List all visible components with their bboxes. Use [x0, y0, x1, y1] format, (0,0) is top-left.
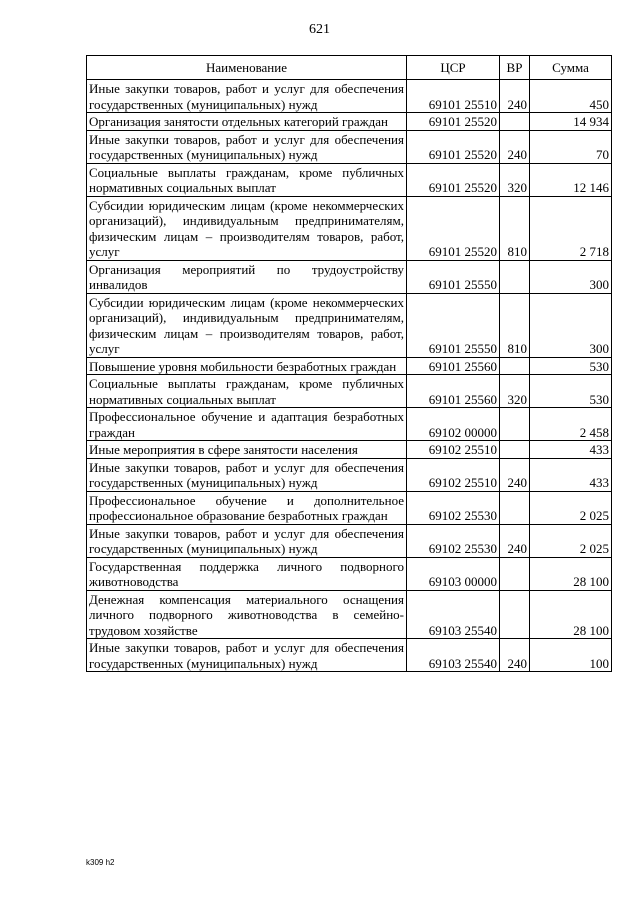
row-vr: 240 — [500, 130, 530, 163]
table-row — [87, 491, 612, 524]
row-name: Профессиональное обучение и адаптация безработных граждан — [87, 408, 407, 441]
row-sum: 14 934 — [530, 113, 612, 131]
row-vr — [500, 260, 530, 293]
row-sum: 2 458 — [530, 408, 612, 441]
row-sum: 28 100 — [530, 590, 612, 639]
row-csr: 69101 25520 — [407, 113, 500, 131]
table-row — [87, 408, 612, 441]
row-sum: 300 — [530, 293, 612, 357]
row-sum: 100 — [530, 639, 612, 672]
table-row — [87, 590, 612, 639]
row-vr — [500, 557, 530, 590]
row-name: Организация занятости отдельных категорий граждан — [87, 113, 407, 131]
row-vr: 320 — [500, 375, 530, 408]
row-csr: 69103 00000 — [407, 557, 500, 590]
row-name: Иные закупки товаров, работ и услуг для обеспечения государственных (муниципальных) нужд — [87, 130, 407, 163]
table-row — [87, 375, 612, 408]
row-name: Организация мероприятий по трудоустройству инвалидов — [87, 260, 407, 293]
table-row — [87, 80, 612, 113]
row-csr: 69102 25510 — [407, 458, 500, 491]
row-csr: 69101 25520 — [407, 196, 500, 260]
row-name: Иные закупки товаров, работ и услуг для обеспечения государственных (муниципальных) нужд — [87, 524, 407, 557]
row-name: Иные закупки товаров, работ и услуг для обеспечения государственных (муниципальных) нужд — [87, 80, 407, 113]
table-row — [87, 557, 612, 590]
row-vr — [500, 357, 530, 375]
budget-table — [86, 55, 612, 672]
table-row — [87, 458, 612, 491]
row-name: Социальные выплаты гражданам, кроме публичных нормативных социальных выплат — [87, 375, 407, 408]
row-vr: 810 — [500, 196, 530, 260]
row-vr: 320 — [500, 163, 530, 196]
row-sum: 2 718 — [530, 196, 612, 260]
row-name: Социальные выплаты гражданам, кроме публичных нормативных социальных выплат — [87, 163, 407, 196]
header-sum: Сумма — [530, 56, 612, 80]
row-vr — [500, 113, 530, 131]
row-name: Субсидии юридическим лицам (кроме некоммерческих организаций), индивидуальным предпринимателям, физическим лицам – производителям товаров, работ, услуг — [87, 293, 407, 357]
table-row — [87, 639, 612, 672]
row-name: Профессиональное обучение и дополнительное профессиональное образование безработных граждан — [87, 491, 407, 524]
row-csr: 69102 25530 — [407, 491, 500, 524]
page-number: 621 — [309, 22, 330, 37]
row-vr — [500, 491, 530, 524]
row-vr: 240 — [500, 639, 530, 672]
footer-code: k309 h2 — [86, 858, 115, 867]
row-name: Иные закупки товаров, работ и услуг для обеспечения государственных (муниципальных) нужд — [87, 458, 407, 491]
row-csr: 69101 25560 — [407, 357, 500, 375]
row-vr — [500, 408, 530, 441]
row-csr: 69103 25540 — [407, 639, 500, 672]
row-sum: 12 146 — [530, 163, 612, 196]
row-csr: 69103 25540 — [407, 590, 500, 639]
row-csr: 69102 25530 — [407, 524, 500, 557]
row-name: Иные закупки товаров, работ и услуг для обеспечения государственных (муниципальных) нужд — [87, 639, 407, 672]
row-vr: 810 — [500, 293, 530, 357]
row-sum: 28 100 — [530, 557, 612, 590]
table-row — [87, 260, 612, 293]
row-csr: 69101 25510 — [407, 80, 500, 113]
header-vr: ВР — [500, 56, 530, 80]
table-row — [87, 196, 612, 260]
row-name: Повышение уровня мобильности безработных граждан — [87, 357, 407, 375]
header-name: Наименование — [87, 56, 407, 80]
table-row — [87, 357, 612, 375]
row-name: Денежная компенсация материального оснащения личного подворного животноводства в семейно-трудовом хозяйстве — [87, 590, 407, 639]
row-csr: 69101 25550 — [407, 260, 500, 293]
row-csr: 69101 25560 — [407, 375, 500, 408]
row-vr — [500, 441, 530, 459]
row-sum: 300 — [530, 260, 612, 293]
row-csr: 69101 25550 — [407, 293, 500, 357]
row-sum: 70 — [530, 130, 612, 163]
table-row — [87, 113, 612, 131]
table-row — [87, 441, 612, 459]
row-sum: 2 025 — [530, 524, 612, 557]
table-row — [87, 163, 612, 196]
row-vr: 240 — [500, 524, 530, 557]
header-csr: ЦСР — [407, 56, 500, 80]
table-row — [87, 130, 612, 163]
row-sum: 450 — [530, 80, 612, 113]
row-vr: 240 — [500, 80, 530, 113]
row-name: Субсидии юридическим лицам (кроме некоммерческих организаций), индивидуальным предпринимателям, физическим лицам – производителям товаров, работ, услуг — [87, 196, 407, 260]
row-sum: 2 025 — [530, 491, 612, 524]
row-vr — [500, 590, 530, 639]
row-name: Государственная поддержка личного подворного животноводства — [87, 557, 407, 590]
row-name: Иные мероприятия в сфере занятости населения — [87, 441, 407, 459]
table-row — [87, 524, 612, 557]
row-sum: 530 — [530, 375, 612, 408]
row-sum: 530 — [530, 357, 612, 375]
row-csr: 69101 25520 — [407, 163, 500, 196]
row-csr: 69102 00000 — [407, 408, 500, 441]
table-header-row — [87, 56, 612, 80]
row-vr: 240 — [500, 458, 530, 491]
row-csr: 69101 25520 — [407, 130, 500, 163]
table-body — [87, 80, 612, 672]
row-sum: 433 — [530, 458, 612, 491]
row-csr: 69102 25510 — [407, 441, 500, 459]
row-sum: 433 — [530, 441, 612, 459]
table-row — [87, 293, 612, 357]
